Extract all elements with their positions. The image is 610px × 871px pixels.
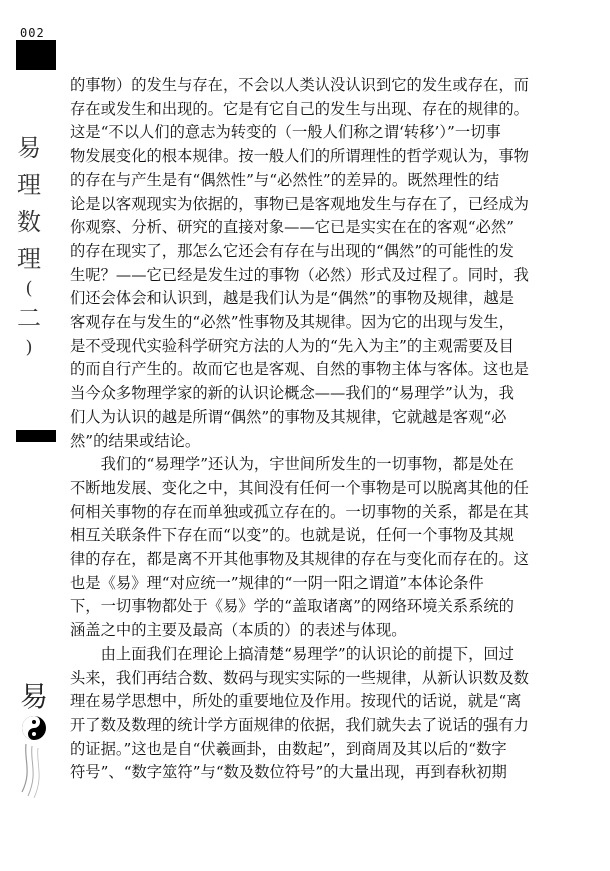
text-line: 的证据。”这也是自“伏羲画卦，由数起”，到商周及其以后的“数字: [70, 739, 507, 758]
side-title-char: 理: [17, 245, 41, 273]
text-line: 物发展变化的根本规律。按一般人们的所谓理性的哲学观认为，事物: [70, 147, 529, 166]
text-line: 开了数及数理的统计学方面规律的依据，我们就失去了说话的强有力: [70, 715, 529, 734]
text-line: 的而自行产生的。故而它也是客观、自然的事物主体与客体。这也是: [70, 360, 529, 379]
text-line: 存在或发生和出现的。它是有它自己的发生与出现、存在的规律的。: [70, 99, 529, 118]
body-text: [70, 74, 586, 785]
text-line: 由上面我们在理论上搞清楚“易理学”的认识论的前提下，回过: [70, 644, 514, 663]
side-title: [14, 130, 44, 359]
text-line: 们人为认识的越是所谓“偶然”的事物及其规律，它就越是客观“必: [70, 407, 507, 426]
text-line: 的存在与产生是有“偶然性”与“必然性”的差异的。既然理性的结: [70, 170, 500, 189]
text-line: 律的存在，都是离不开其他事物及其规律的存在与变化而存在的。这: [70, 550, 529, 569]
text-line: 的事物）的发生与存在，不会以人类认没认识到它的发生或存在，而: [70, 76, 529, 94]
svg-text:易: 易: [19, 680, 49, 713]
text-line: 涵盖之中的主要及最高（本质的）的表述与体现。: [70, 621, 407, 640]
text-line: 是不受现代实验科学研究方法的人为的“先入为主”的主观需要及目: [70, 336, 514, 355]
text-line: 我们的“易理学”还认为，宇世间所发生的一切事物，都是处在: [70, 455, 514, 474]
text-line: 生呢？——它已经是发生过的事物（必然）形式及过程了。同时，我: [70, 265, 529, 284]
page-number: 002: [20, 26, 45, 40]
text-line: 也是《易》理“对应统一”规律的“一阴一阳之谓道”本体论条件: [70, 573, 484, 592]
side-title-char: 二: [17, 304, 41, 332]
text-line: 符号”、“数字筮符”与“数及数位符号”的大量出现，再到春秋初期: [70, 763, 507, 782]
text-line: 的存在现实了，那怎么它还会有存在与出现的“偶然”的可能性的发: [70, 241, 514, 260]
text-line: 你观察、分析、研究的直接对象——它已是实实在在的客观“必然”: [70, 218, 514, 237]
text-line: 相互关联条件下存在而“以变”的。也就是说，任何一个事物及其规: [70, 526, 514, 545]
text-line: 不断地发展、变化之中，其间没有任何一个事物是可以脱离其他的任: [70, 478, 529, 497]
side-title-char: ): [25, 337, 33, 358]
text-line: 论是以客观现实为依据的，事物已是客观地发生与存在了，已经成为: [70, 194, 529, 213]
middle-black-tab: [16, 430, 56, 442]
text-line: 然”的结果或结论。: [70, 431, 201, 450]
text-line: 何相关事物的存在而单独或孤立存在的。一切事物的关系，都是在其: [70, 502, 529, 521]
text-line: 头来，我们再结合数、数码与现实实际的一些规律，从新认识数及数: [70, 668, 529, 687]
text-line: 客观存在与发生的“必然”性事物及其规律。因为它的出现与发生，: [70, 313, 514, 332]
text-line: 理在易学思想中，所处的重要地位及作用。按现代的话说，就是“离: [70, 692, 522, 711]
text-line: 们还会体会和认识到，越是我们认为是“偶然”的事物及规律，越是: [70, 289, 514, 308]
text-line: 这是“不以人们的意志为转变的（一般人们称之谓‘转移’）”一切事: [70, 123, 501, 142]
yi-yinyang-logo: [14, 680, 56, 800]
side-title-char: (: [25, 278, 33, 299]
text-line: 当今众多物理学家的新的认识论概念——我们的“易理学”认为，我: [70, 384, 514, 403]
side-title-char: 数: [17, 208, 41, 236]
top-black-tab: [16, 40, 56, 70]
text-line: 下，一切事物都处于《易》学的“盖取诸离”的网络环境关系系统的: [70, 597, 514, 616]
side-title-char: 理: [17, 171, 41, 199]
side-title-char: 易: [17, 134, 41, 162]
